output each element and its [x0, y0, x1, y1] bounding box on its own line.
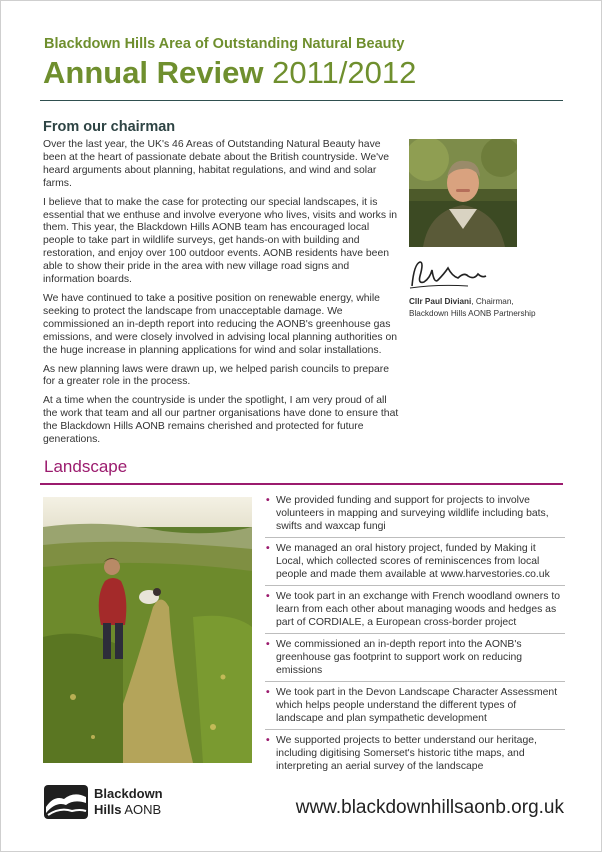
- bullet-icon: •: [266, 543, 270, 554]
- logo-text-hills: Hills: [94, 802, 122, 817]
- logo-text-line1: Blackdown: [94, 786, 163, 801]
- aonb-logo: [44, 785, 204, 821]
- header-divider: [40, 100, 563, 101]
- chairman-signature: [408, 256, 518, 294]
- website-link[interactable]: www.blackdownhillsaonb.org.uk: [295, 797, 564, 818]
- landscape-photo: [43, 497, 252, 763]
- chairman-paragraph: I believe that to make the case for protecting our special landscapes, it is essential that we enthuse and involve everyone who lives, visits and works in them. This year, the Blackdown Hills AONB team has encouraged local people to take part in wildlife surveys, get hands-on with building and restoration, and enjoy over 100 outdoor events. AONB residents have been able to show their pride in the area with new village road signs and information boards.: [43, 196, 398, 286]
- bullet-icon: •: [266, 495, 270, 506]
- title-main: Annual Review: [43, 55, 264, 90]
- list-item-text: We provided funding and support for projects to involve volunteers in mapping and surveying wildlife including bats, swifts and waxcap fungi: [276, 495, 549, 532]
- signatory: [409, 296, 569, 320]
- chairman-paragraph: Over the last year, the UK's 46 Areas of Outstanding Natural Beauty have been at the heart of passionate debate about the British countryside. We've heard arguments about planning, habitat regulations, and wind and solar farms.: [43, 139, 390, 189]
- page-subtitle: Blackdown Hills Area of Outstanding Natural Beauty: [44, 36, 405, 52]
- signatory-name: Cllr Paul Diviani: [409, 297, 472, 306]
- signatory-role: , Chairman,: [471, 297, 514, 306]
- list-item-text: We took part in an exchange with French woodland owners to learn from each other about managing woods and hedges as part of CORDIALE, a European cross-border project: [276, 591, 560, 628]
- title-year: 2011/2012: [272, 55, 417, 90]
- chairman-text: [43, 139, 403, 453]
- signatory-org: Blackdown Hills AONB Partnership: [409, 309, 536, 318]
- chairman-photo: [409, 139, 517, 247]
- landscape-divider: [40, 483, 563, 485]
- list-item-text: We managed an oral history project, funded by Making it Local, which collected scores of reminiscences from local people and made them available at www.harvestories.co.uk: [276, 543, 550, 580]
- list-item: [265, 686, 565, 730]
- list-item: [265, 494, 565, 538]
- list-item-text: We took part in the Devon Landscape Character Assessment which helps people understand the different types of landscape and plan sympathetic development: [276, 687, 558, 724]
- landscape-bullet-list: [265, 494, 565, 781]
- page-title: [43, 55, 416, 91]
- chairman-paragraph: As new planning laws were drawn up, we helped parish councils to prepare for a greater role in the process.: [43, 363, 389, 388]
- logo-text-aonb: AONB: [121, 802, 162, 817]
- list-item-text: We supported projects to better understand our heritage, including digitising Somerset's historic tithe maps, and interpreting an aerial survey of the landscape: [276, 735, 537, 772]
- list-item: [265, 542, 565, 586]
- list-item: [265, 590, 565, 634]
- list-item: [265, 638, 565, 682]
- bullet-icon: •: [266, 735, 270, 746]
- chairman-heading: From our chairman: [43, 119, 176, 135]
- bullet-icon: •: [266, 639, 270, 650]
- list-item: [265, 734, 565, 777]
- chairman-paragraph: We have continued to take a positive position on renewable energy, while seeking to protect the landscape from unacceptable damage. We commissioned an in-depth report into reducing the AONB's greenhouse gas emissions, and were closely involved in advising local planning authorities on the huge increase in planning applications for wind and solar installations.: [43, 292, 398, 356]
- bullet-icon: •: [266, 687, 270, 698]
- hills-logo-icon: [44, 785, 88, 819]
- logo-text-line2: [94, 802, 161, 817]
- list-item-text: We commissioned an in-depth report into the AONB's greenhouse gas footprint to support work on reducing emissions: [276, 639, 523, 676]
- bullet-icon: •: [266, 591, 270, 602]
- chairman-paragraph: At a time when the countryside is under the spotlight, I am very proud of all the work that team and all our partner organisations have done to ensure that the Blackdown Hills AONB remains cherished and protected for future generations.: [43, 395, 399, 446]
- landscape-heading: Landscape: [44, 457, 128, 476]
